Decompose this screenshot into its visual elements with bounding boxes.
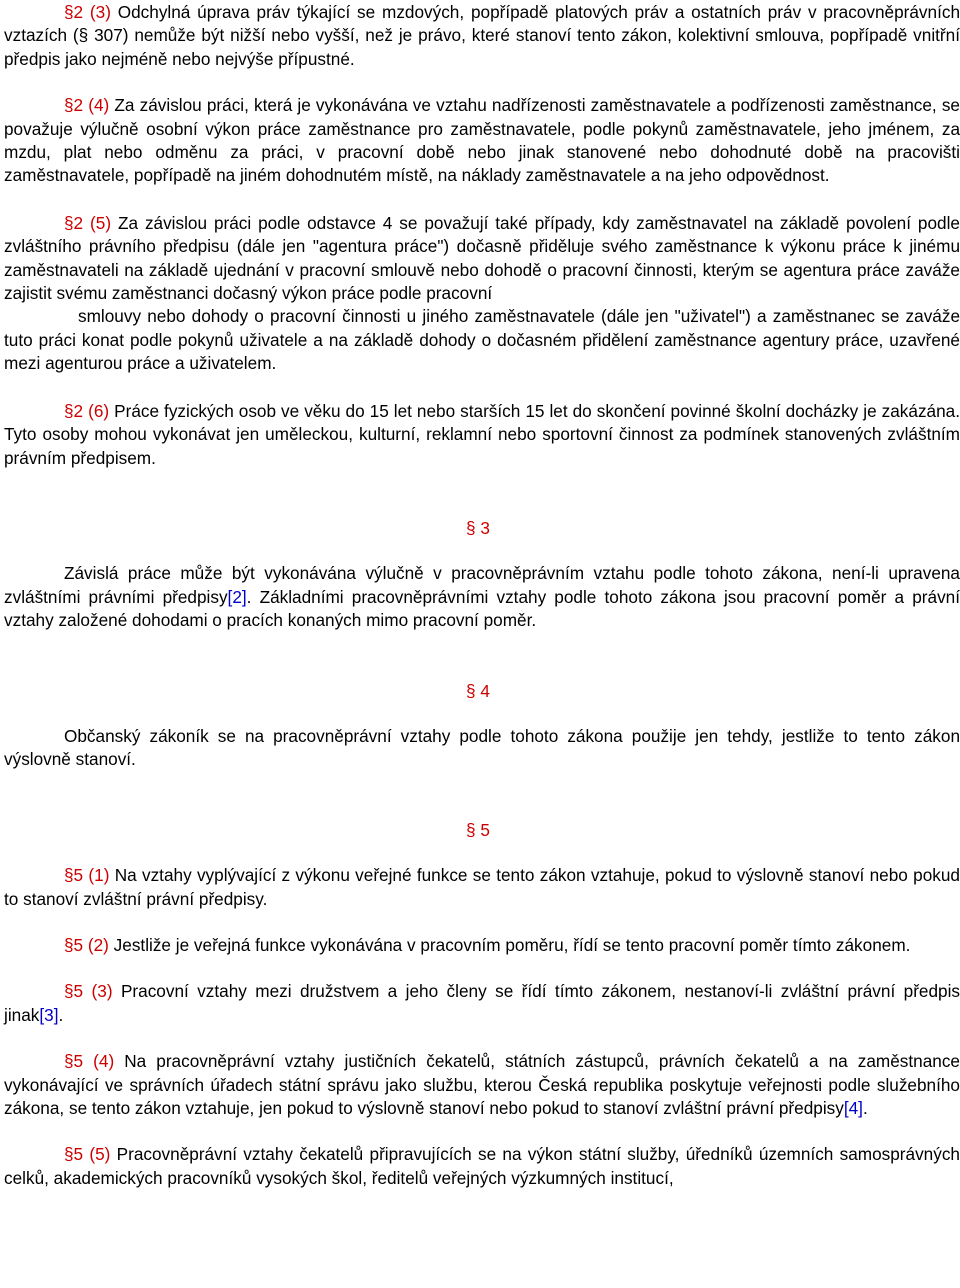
section-reference-link[interactable]: §5 (3) xyxy=(64,981,113,1002)
section-reference-link[interactable]: §2 (5) xyxy=(64,212,112,233)
section-reference-link[interactable]: §5 (1) xyxy=(64,865,110,886)
paragraph-text: . xyxy=(58,1004,64,1025)
paragraph-2-3 xyxy=(4,1,960,71)
paragraph-text: Práce fyzických osob ve věku do 15 let nebo starších 15 let do skončení povinné školní docházky je zakázána. Tyto osoby mohou vykonávat jen uměleckou, kulturní, reklamní nebo sportovní činnost za podmínek stanovených zvláštním právním předpisem. xyxy=(4,400,960,468)
footnote-link[interactable]: [2] xyxy=(227,586,247,607)
document-page xyxy=(4,0,960,1190)
paragraph-2-4 xyxy=(4,94,960,188)
paragraph-4 xyxy=(4,725,960,772)
paragraph-text: Pracovněprávní vztahy čekatelů připravujících se na výkon státní služby, úředníků územních samosprávných celků, akademických pracovníků vysokých škol, ředitelů veřejných výzkumných institucí, xyxy=(4,1144,960,1188)
paragraph-3 xyxy=(4,562,960,632)
paragraph-text: Za závislou práci, která je vykonávána ve vztahu nadřízenosti zaměstnavatele a podřízenosti zaměstnance, se považuje výlučně osobní výkon práce zaměstnance pro zaměstnavatele, podle pokynů zaměstnavatele, jeho jménem, za mzdu, plat nebo odměnu za práci, v pracovní době nebo jinak stanovené nebo dohodnuté době na pracovišti zaměstnavatele, popřípadě na jiném dohodnutém místě, na náklady zaměstnavatele a na jeho odpovědnost. xyxy=(4,95,960,186)
paragraph-text: Na vztahy vyplývající z výkonu veřejné funkce se tento zákon vztahuje, pokud to výslovně stanoví nebo pokud to stanoví zvláštní právní předpisy. xyxy=(4,865,960,909)
section-reference-link[interactable]: §5 (4) xyxy=(64,1051,115,1072)
paragraph-2-6 xyxy=(4,400,960,470)
paragraph-text: . Základními pracovněprávními vztahy podle tohoto zákona jsou pracovní poměr a právní vztahy založené dohodami o pracích konaných mimo pracovní poměr. xyxy=(4,586,960,631)
paragraph-5-5 xyxy=(4,1143,960,1190)
section-heading-5[interactable]: § 5 xyxy=(466,819,490,840)
paragraph-5-4 xyxy=(4,1050,960,1120)
section-heading-3[interactable]: § 3 xyxy=(466,517,490,538)
paragraph-5-1 xyxy=(4,864,960,911)
paragraph-text: Na pracovněprávní vztahy justičních čekatelů, státních zástupců, právních čekatelů a na zaměstnance vykonávající ve správních úřadech státní správu jako službu, kterou Česká republika poskytuje veřejnosti podle služebního zákona, se tento zákon vztahuje, jen pokud to výslovně stanoví nebo pokud to stanoví zvláštní právní předpisy xyxy=(4,1051,960,1118)
paragraph-2-5-continuation: smlouvy nebo dohody o pracovní činnosti u jiného zaměstnavatele (dále jen "uživatel") a zaměstnanec se zaváže tuto práci konat podle pokynů uživatele a na základě dohody o dočasném přidělení zaměstnance agentury práce, uzavřené mezi agenturou práce a uživatelem. xyxy=(4,306,960,374)
paragraph-text: Jestliže je veřejná funkce vykonávána v pracovním poměru, řídí se tento pracovní poměr tímto zákonem. xyxy=(108,934,911,955)
paragraph-text: Za závislou práci podle odstavce 4 se považují také případy, kdy zaměstnavatel na základě povolení podle zvláštního právního předpisu (dále jen "agentura práce") dočasně přiděluje svého zaměstnance k výkonu práce k jinému zaměstnavateli na základě ujednání v pracovní smlouvě nebo dohodě o pracovní činnosti, kterým se agentura práce zaváže zajistit svému zaměstnanci dočasný výkon práce podle pracovní xyxy=(4,212,960,304)
paragraph-text: Odchylná úprava práv týkající se mzdových, popřípadě platových práv a ostatních práv v pracovněprávních vztazích (§ 307) nemůže být nižší nebo vyšší, než je právo, které stanoví tento zákon, kolektivní smlouva, popřípadě vnitřní předpis jako nejméně nebo nejvýše přípustné. xyxy=(4,2,960,69)
paragraph-text: Občanský zákoník se na pracovněprávní vztahy podle tohoto zákona použije jen tehdy, jestliže to tento zákon výslovně stanoví. xyxy=(4,725,960,770)
footnote-link[interactable]: [4] xyxy=(843,1098,863,1118)
section-heading-4[interactable]: § 4 xyxy=(466,680,490,701)
paragraph-2-5 xyxy=(4,212,960,306)
paragraph-text: Pracovní vztahy mezi družstvem a jeho členy se řídí tímto zákonem, nestanoví-li zvláštní právní předpis jinak xyxy=(4,981,960,1025)
section-reference-link[interactable]: §2 (3) xyxy=(64,2,111,22)
section-reference-link[interactable]: §5 (2) xyxy=(64,934,109,955)
paragraph-text: Závislá práce může být vykonávána výlučně v pracovněprávním vztahu podle tohoto zákona, není-li upravena zvláštními právními předpisy xyxy=(4,563,960,607)
section-reference-link[interactable]: §2 (6) xyxy=(64,400,110,421)
paragraph-5-3 xyxy=(4,980,960,1027)
paragraph-5-2 xyxy=(4,934,960,957)
section-reference-link[interactable]: §5 (5) xyxy=(64,1144,111,1165)
paragraph-text: . xyxy=(862,1098,868,1118)
footnote-link[interactable]: [3] xyxy=(39,1004,59,1025)
section-reference-link[interactable]: §2 (4) xyxy=(64,95,110,116)
